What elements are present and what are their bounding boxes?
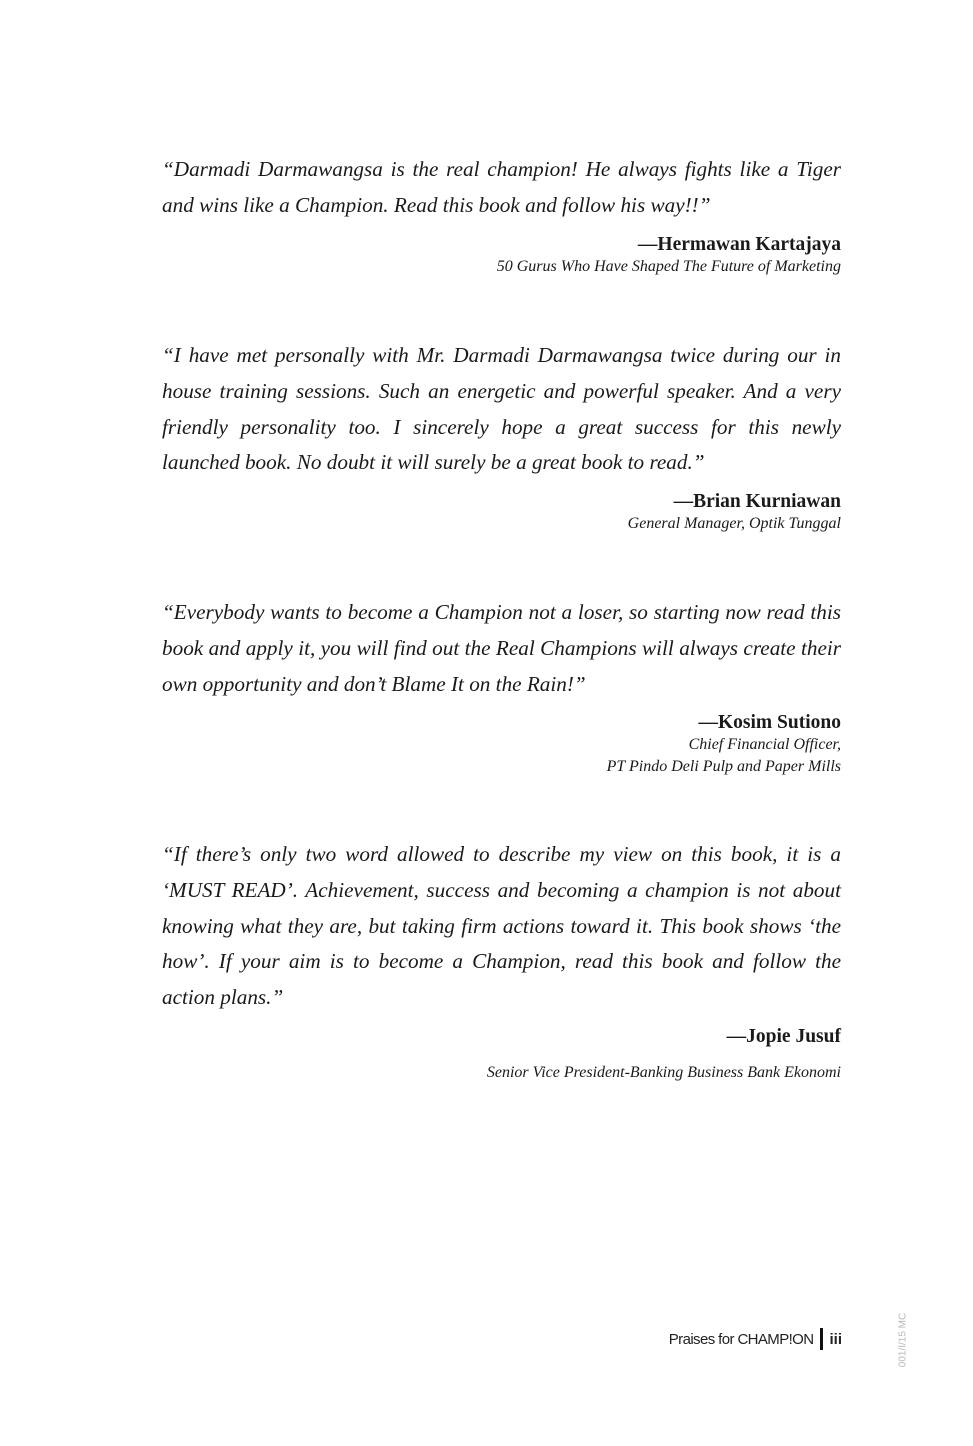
praise-quote-1 bbox=[162, 152, 841, 278]
print-code bbox=[893, 1305, 913, 1375]
quote-text: “If there’s only two word allowed to describe my view on this book, it is a ‘MUST READ’. Achievement, success and becoming a champion is not about knowing what they are, but taking firm actions toward it. This book shows ‘the how’. If your aim is to become a Champion, read this book and follow the action plans.” bbox=[162, 842, 841, 1010]
quote-text: “I have met personally with Mr. Darmadi Darmawangsa twice during our in house training sessions. Such an energetic and powerful speaker. And a very friendly personality too. I sincerely hope a great success for this newly launched book. No doubt it will surely be a great book to read.” bbox=[162, 343, 841, 475]
author-name: —Hermawan Kartajaya bbox=[637, 233, 841, 255]
quote-attribution bbox=[162, 712, 841, 778]
print-code-text: 001/I/15 MC bbox=[897, 1312, 909, 1368]
footer-divider bbox=[820, 1328, 823, 1350]
author-title-line-2: PT Pindo Deli Pulp and Paper Mills bbox=[606, 758, 841, 776]
quote-attribution bbox=[162, 234, 841, 278]
running-footer-title: Praises for CHAMP!ON bbox=[668, 1330, 814, 1348]
praise-quote-3 bbox=[162, 595, 841, 778]
quote-text: “Darmadi Darmawangsa is the real champion! He always fights like a Tiger and wins like a Champion. Read this book and follow his way!!” bbox=[162, 157, 841, 217]
quote-attribution bbox=[162, 491, 841, 535]
author-title: 50 Gurus Who Have Shaped The Future of Marketing bbox=[496, 257, 841, 275]
quote-text: “Everybody wants to become a Champion not a loser, so starting now read this book and apply it, you will find out the Real Champions will always create their own opportunity and don’t Blame It on the Rain!” bbox=[162, 600, 841, 696]
author-title: Senior Vice President-Banking Business Bank Ekonomi bbox=[486, 1063, 841, 1081]
page-number: iii bbox=[829, 1330, 842, 1348]
author-title: General Manager, Optik Tunggal bbox=[627, 515, 841, 533]
praise-quote-2 bbox=[162, 338, 841, 535]
praise-quote-4 bbox=[162, 837, 841, 1084]
quote-attribution bbox=[162, 1026, 841, 1084]
author-title-line-1: Chief Financial Officer, bbox=[688, 736, 841, 754]
page-footer bbox=[669, 1328, 842, 1350]
author-name: —Kosim Sutiono bbox=[698, 712, 841, 734]
author-name: —Brian Kurniawan bbox=[673, 491, 841, 513]
author-name: —Jopie Jusuf bbox=[726, 1025, 841, 1047]
